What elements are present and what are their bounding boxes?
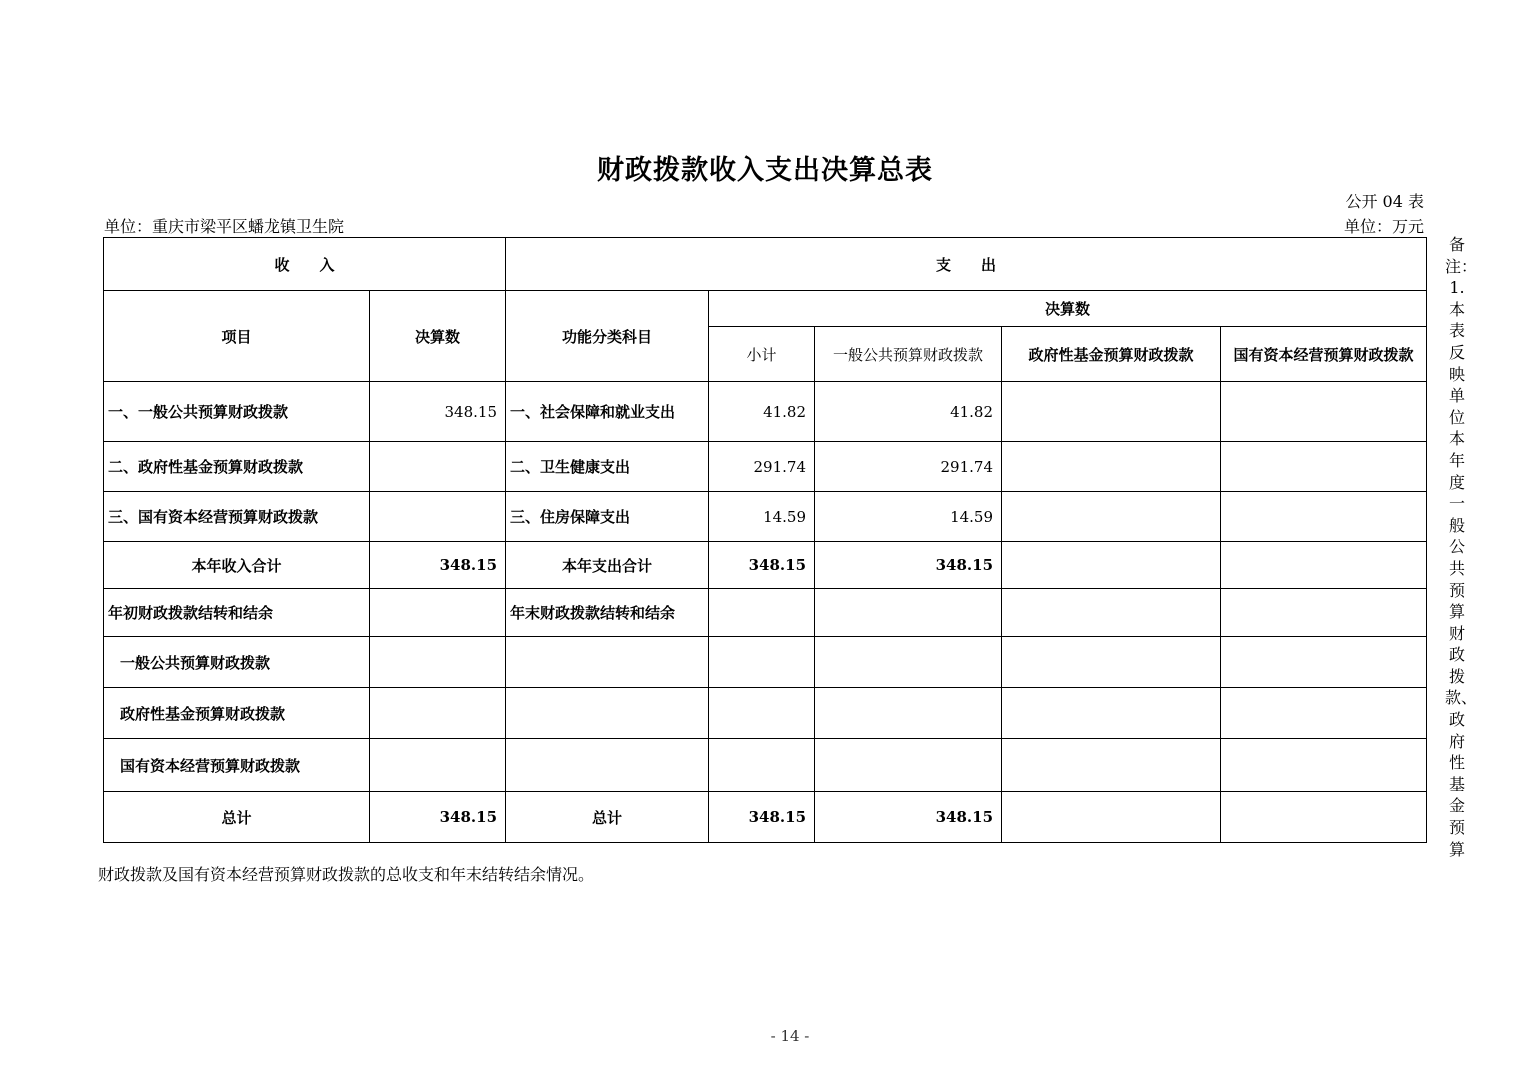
expense-general: 348.15 [815,792,1002,843]
form-number: 公开 04 表 [1345,192,1424,211]
subtotal-header: 小计 [709,327,815,382]
functional-class-header: 功能分类科目 [506,291,709,382]
expense-general: 348.15 [815,542,1002,589]
expense-subtotal: 14.59 [709,492,815,542]
table-row [104,688,1427,739]
expense-capital [1221,492,1427,542]
expense-capital [1221,589,1427,637]
general-budget-header: 一般公共预算财政拨款 [815,327,1002,382]
income-amount: 348.15 [370,542,506,589]
expense-general [815,637,1002,688]
expense-general: 41.82 [815,382,1002,442]
expense-item [506,688,709,739]
income-amount [370,492,506,542]
table-row [104,792,1427,843]
note-continuation: 财政拨款及国有资本经营预算财政拨款的总收支和年末结转结余情况。 [98,865,595,884]
table-row [104,739,1427,792]
budget-summary-table [103,237,1427,843]
expense-fund [1002,589,1221,637]
income-item: 一、一般公共预算财政拨款 [104,382,370,442]
expense-general: 291.74 [815,442,1002,492]
income-header: 收 入 [104,238,506,291]
expense-capital [1221,542,1427,589]
table-row [104,492,1427,542]
expense-subtotal [709,688,815,739]
income-amount: 348.15 [370,792,506,843]
table-row [104,442,1427,492]
income-item: 国有资本经营预算财政拨款 [104,739,370,792]
expense-fund [1002,382,1221,442]
page-number: - 14 - [770,1027,810,1045]
expense-subtotal [709,589,815,637]
expense-item: 总计 [506,792,709,843]
expense-item: 三、住房保障支出 [506,492,709,542]
gov-fund-header: 政府性基金预算财政拨款 [1002,327,1221,382]
page-title: 财政拨款收入支出决算总表 [597,155,933,186]
expense-general [815,589,1002,637]
expense-fund [1002,442,1221,492]
expense-subtotal: 348.15 [709,792,815,843]
income-item: 总计 [104,792,370,843]
expense-capital [1221,382,1427,442]
expense-header: 支 出 [506,238,1427,291]
expense-item: 年末财政拨款结转和结余 [506,589,709,637]
expense-fund [1002,739,1221,792]
expense-item: 二、卫生健康支出 [506,442,709,492]
table-row [104,637,1427,688]
expense-subtotal: 41.82 [709,382,815,442]
expense-general [815,688,1002,739]
unit-organization: 单位：重庆市梁平区蟠龙镇卫生院 [104,217,345,236]
expense-fund [1002,492,1221,542]
final-amount-header: 决算数 [370,291,506,382]
state-capital-header: 国有资本经营预算财政拨款 [1221,327,1427,382]
income-amount [370,637,506,688]
expense-fund [1002,542,1221,589]
expense-capital [1221,442,1427,492]
income-amount [370,739,506,792]
income-amount [370,589,506,637]
income-amount [370,442,506,492]
expense-capital [1221,739,1427,792]
table-row [104,589,1427,637]
expense-capital [1221,688,1427,739]
table-row [104,542,1427,589]
income-item: 三、国有资本经营预算财政拨款 [104,492,370,542]
expense-subtotal: 291.74 [709,442,815,492]
expense-subtotal [709,637,815,688]
table-row [104,382,1427,442]
income-amount [370,688,506,739]
expense-item [506,637,709,688]
expense-capital [1221,792,1427,843]
expense-fund [1002,637,1221,688]
income-item: 一般公共预算财政拨款 [104,637,370,688]
expense-fund [1002,792,1221,843]
unit-currency: 单位：万元 [1343,217,1424,236]
expense-subtotal: 348.15 [709,542,815,589]
expense-general: 14.59 [815,492,1002,542]
income-item: 年初财政拨款结转和结余 [104,589,370,637]
side-note: 备注：1.本表反映单位本年度一般公共预算财政拨款、政府性基金预算 [1445,235,1478,859]
expense-item: 一、社会保障和就业支出 [506,382,709,442]
final-amount-group-header: 决算数 [709,291,1427,327]
expense-capital [1221,637,1427,688]
expense-item: 本年支出合计 [506,542,709,589]
item-header: 项目 [104,291,370,382]
expense-subtotal [709,739,815,792]
expense-item [506,739,709,792]
income-item: 本年收入合计 [104,542,370,589]
expense-general [815,739,1002,792]
income-item: 政府性基金预算财政拨款 [104,688,370,739]
income-item: 二、政府性基金预算财政拨款 [104,442,370,492]
income-amount: 348.15 [370,382,506,442]
expense-fund [1002,688,1221,739]
